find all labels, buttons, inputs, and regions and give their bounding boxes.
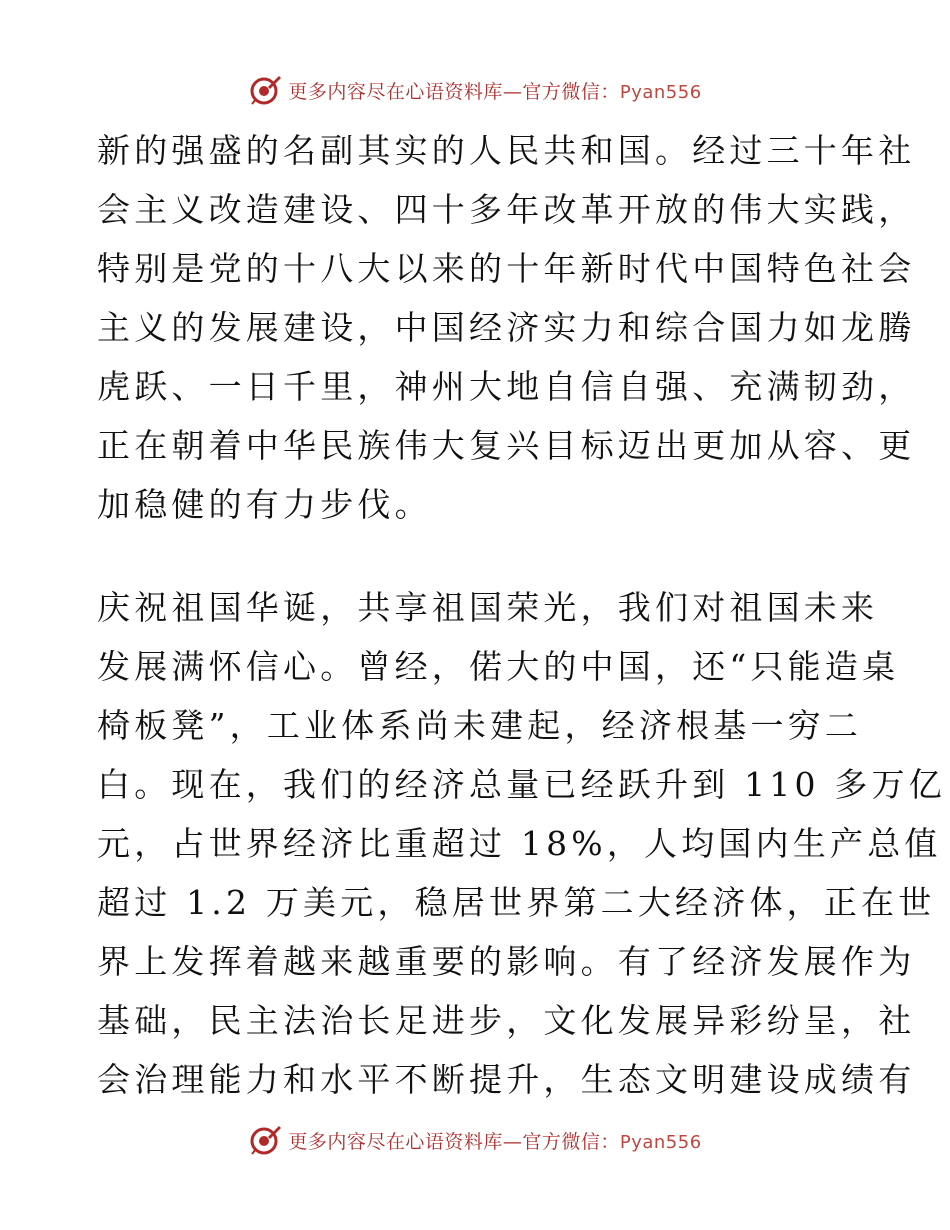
paragraph-2 (97, 578, 946, 1109)
header-banner (0, 70, 950, 110)
text-line: 超过 1.2 万美元，稳居世界第二大经济体，正在世 (97, 883, 936, 922)
pen-logo-icon (248, 73, 282, 107)
text-line: 发展满怀信心。曾经，偌大的中国，还“只能造桌 (97, 647, 900, 686)
text-line: 会治理能力和水平不断提升，生态文明建设成绩有 (97, 1060, 916, 1099)
footer-banner (0, 1120, 950, 1160)
text-line: 白。现在，我们的经济总量已经跃升到 110 多万亿 (97, 765, 946, 804)
document-body (97, 121, 946, 1109)
text-line: 主义的发展建设，中国经济实力和综合国力如龙腾 (97, 308, 916, 347)
text-line: 基础，民主法治长足进步，文化发展异彩纷呈，社 (97, 1001, 916, 1040)
text-line: 加稳健的有力步伐。 (97, 485, 432, 524)
header-wechat-id: Pyan556 (619, 81, 702, 103)
text-line: 元，占世界经济比重超过 18%，人均国内生产总值 (97, 824, 942, 863)
footer-banner-text: 更多内容尽在心语资料库—官方微信： (288, 1130, 620, 1153)
text-line: 虎跃、一日千里，神州大地自信自强、充满韧劲， (97, 367, 916, 406)
text-line: 正在朝着中华民族伟大复兴目标迈出更加从容、更 (97, 426, 916, 465)
text-line: 椅板凳”，工业体系尚未建起，经济根基一穷二 (97, 706, 863, 745)
paragraph-gap (97, 534, 857, 578)
text-line: 会主义改造建设、四十多年改革开放的伟大实践， (97, 190, 916, 229)
pen-logo-icon (248, 1123, 282, 1157)
text-line: 界上发挥着越来越重要的影响。有了经济发展作为 (97, 942, 916, 981)
header-banner-text: 更多内容尽在心语资料库—官方微信： (288, 80, 620, 103)
text-line: 新的强盛的名副其实的人民共和国。经过三十年社 (97, 131, 916, 170)
footer-wechat-id: Pyan556 (619, 1131, 702, 1153)
text-line: 庆祝祖国华诞，共享祖国荣光，我们对祖国未来 (97, 588, 879, 627)
text-line: 特别是党的十八大以来的十年新时代中国特色社会 (97, 249, 916, 288)
paragraph-1 (97, 121, 916, 534)
